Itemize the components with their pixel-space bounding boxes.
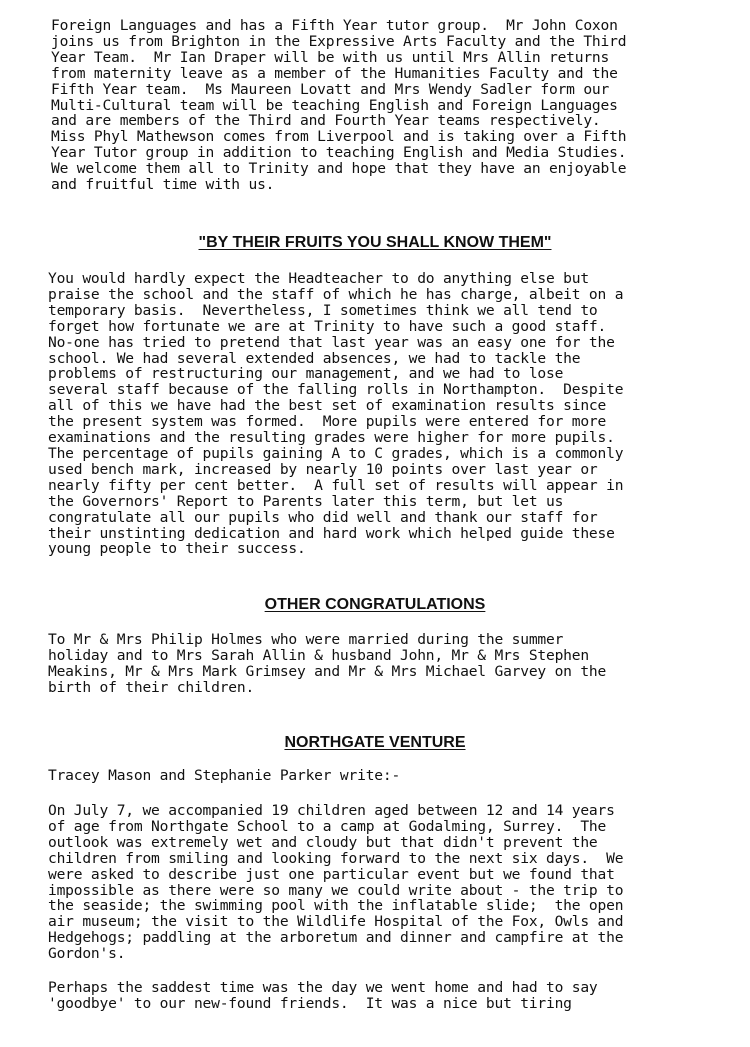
northgate-line-10: Gordon's. <box>48 945 126 963</box>
intro-line-1: Foreign Languages and has a Fifth Year tutor group. Mr John Coxon <box>51 17 618 34</box>
northgate-line-9: Hedgehogs; paddling at the arboretum and dinner and campfire at the <box>48 929 624 947</box>
fruits-heading: "BY THEIR FRUITS YOU SHALL KNOW THEM" <box>198 234 552 251</box>
fruits-line-13: used bench mark, increased by nearly 10 points over last year or <box>48 460 598 478</box>
northgate-line-2: of age from Northgate School to a camp at Godalming, Surrey. The <box>48 817 607 835</box>
northgate-line-1: On July 7, we accompanied 19 children aged between 12 and 14 years <box>48 802 615 819</box>
northgate-line-8: air museum; the visit to the Wildlife Hospital of the Fox, Owls and <box>48 913 624 931</box>
intro-line-3: Year Team. Mr Ian Draper will be with us until Mrs Allin returns <box>51 48 610 66</box>
fruits-line-8: several staff because of the falling rolls in Northampton. Despite <box>48 381 624 399</box>
fruits-line-14: nearly fifty per cent better. A full set of results will appear in <box>48 476 624 494</box>
intro-line-7: and are members of the Third and Fourth Year teams respectively. <box>51 112 601 130</box>
intro-line-8: Miss Phyl Mathewson comes from Liverpool and is taking over a Fifth <box>51 128 627 146</box>
fruits-line-12: The percentage of pupils gaining A to C grades, which is a commonly <box>48 444 624 462</box>
northgate-line-5: were asked to describe just one particular event but we found that <box>48 865 615 883</box>
northgate-paragraph <box>48 803 623 962</box>
northgate-line-7: the seaside; the swimming pool with the inflatable slide; the open <box>48 897 624 915</box>
northgate-heading: NORTHGATE VENTURE <box>284 734 466 751</box>
fruits-line-4: forget how fortunate we are at Trinity to have such a good staff. <box>48 317 607 335</box>
intro-line-10: We welcome them all to Trinity and hope that they have an enjoyable <box>51 160 627 178</box>
fruits-line-16: congratulate all our pupils who did well and thank our staff for <box>48 508 598 526</box>
fruits-line-5: No-one has tried to pretend that last year was an easy one for the <box>48 333 615 351</box>
congratulations-line-2: holiday and to Mrs Sarah Allin & husband John, Mr & Mrs Stephen <box>48 646 589 664</box>
fruits-line-7: problems of restructuring our management, and we had to lose <box>48 365 564 383</box>
congratulations-line-3: Meakins, Mr & Mrs Mark Grimsey and Mr & Mrs Michael Garvey on the <box>48 662 607 680</box>
fruits-line-18: young people to their success. <box>48 540 306 558</box>
northgate-closing-line-2: 'goodbye' to our new-found friends. It was a nice but tiring <box>48 994 572 1012</box>
northgate-byline: Tracey Mason and Stephanie Parker write:- <box>48 767 401 784</box>
congratulations-heading: OTHER CONGRATULATIONS <box>264 596 486 613</box>
intro-line-4: from maternity leave as a member of the Humanities Faculty and the <box>51 64 618 82</box>
fruits-line-9: all of this we have had the best set of examination results since <box>48 397 607 415</box>
northgate-line-6: impossible as there were so many we could write about - the trip to <box>48 881 624 899</box>
congratulations-line-4: birth of their children. <box>48 678 255 696</box>
fruits-line-10: the present system was formed. More pupils were entered for more <box>48 413 607 431</box>
northgate-line-3: outlook was extremely wet and cloudy but that didn't prevent the <box>48 833 598 851</box>
fruits-line-3: temporary basis. Nevertheless, I sometimes think we all tend to <box>48 301 598 319</box>
congratulations-line-1: To Mr & Mrs Philip Holmes who were married during the summer <box>48 631 564 648</box>
intro-line-9: Year Tutor group in addition to teaching English and Media Studies. <box>51 144 627 162</box>
fruits-line-17: their unstinting dedication and hard work which helped guide these <box>48 524 615 542</box>
fruits-line-15: the Governors' Report to Parents later this term, but let us <box>48 492 564 510</box>
northgate-closing-line-1: Perhaps the saddest time was the day we went home and had to say <box>48 979 598 996</box>
fruits-paragraph <box>48 271 623 557</box>
northgate-line-4: children from smiling and looking forward to the next six days. We <box>48 849 624 867</box>
fruits-line-2: praise the school and the staff of which he has charge, albeit on a <box>48 285 624 303</box>
congratulations-paragraph <box>48 632 606 696</box>
fruits-line-6: school. We had several extended absences, we had to tackle the <box>48 349 581 367</box>
northgate-closing-paragraph <box>48 980 598 1012</box>
intro-line-2: joins us from Brighton in the Expressive Arts Faculty and the Third <box>51 32 627 50</box>
intro-paragraph <box>51 18 626 193</box>
intro-line-5: Fifth Year team. Ms Maureen Lovatt and Mrs Wendy Sadler form our <box>51 80 610 98</box>
fruits-line-11: examinations and the resulting grades were higher for more pupils. <box>48 429 615 447</box>
fruits-line-1: You would hardly expect the Headteacher to do anything else but <box>48 270 589 287</box>
intro-line-6: Multi-Cultural team will be teaching English and Foreign Languages <box>51 96 618 114</box>
intro-line-11: and fruitful time with us. <box>51 176 275 194</box>
